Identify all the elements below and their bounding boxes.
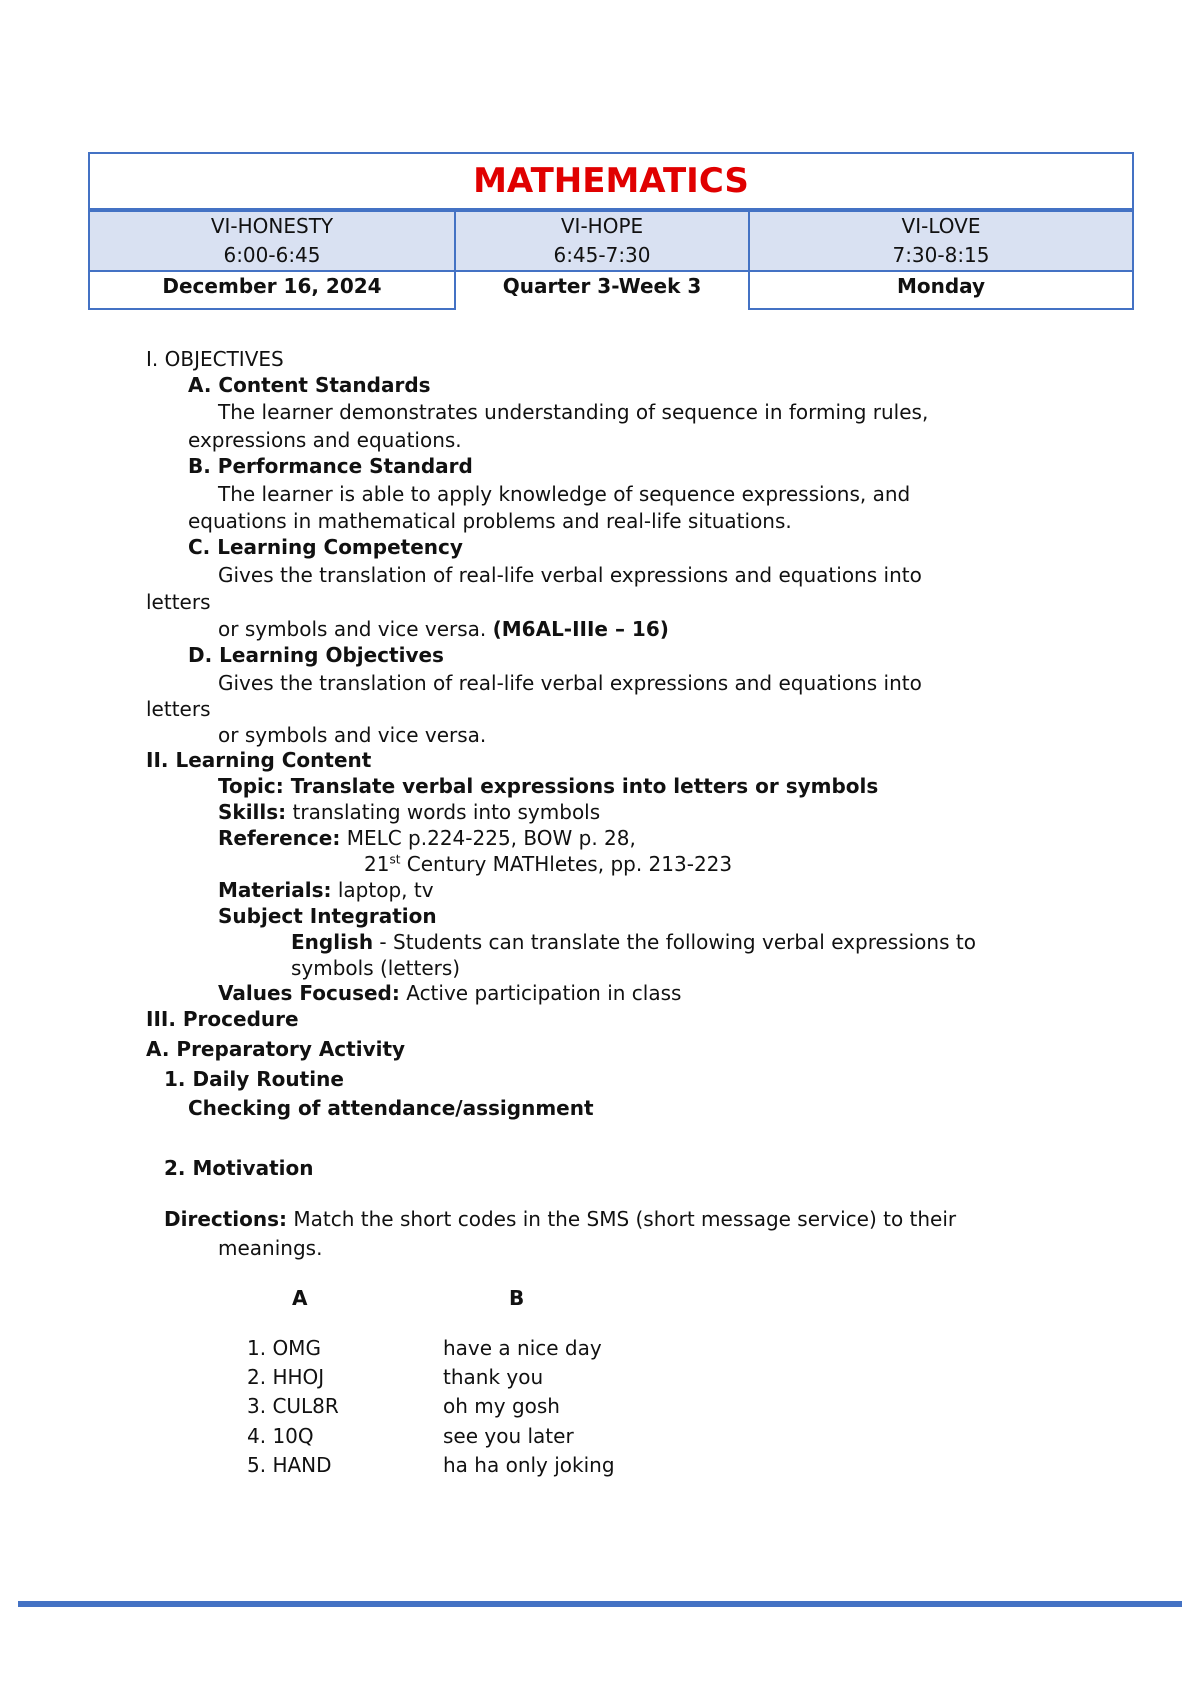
topic-text: Translate verbal expressions into letters or symbols [290, 774, 879, 798]
learning-objectives-title: D. Learning Objectives [188, 643, 444, 667]
list-item-a: 5. HAND [247, 1453, 332, 1477]
motivation: 2. Motivation [164, 1156, 314, 1180]
section-love [748, 210, 1134, 272]
section-name: VI-HONESTY [210, 214, 334, 238]
list-item-a: 3. CUL8R [247, 1394, 339, 1418]
reference-line [218, 826, 636, 850]
content-standards-title: A. Content Standards [188, 373, 431, 397]
learning-objectives-line1: Gives the translation of real-life verbal expressions and equations into [218, 671, 922, 695]
reference2-post: Century MATHletes, pp. 213-223 [400, 852, 733, 876]
skills-label: Skills: [218, 800, 287, 824]
english-line [291, 930, 976, 954]
subject-integration-title: Subject Integration [218, 904, 437, 928]
competency-title: C. Learning Competency [188, 535, 463, 559]
section-name: VI-HOPE [560, 214, 644, 238]
competency-line3 [218, 617, 669, 641]
date-cell: December 16, 2024 [88, 270, 456, 310]
directions-line2: meanings. [218, 1236, 323, 1260]
reference-label: Reference: [218, 826, 341, 850]
materials-label: Materials: [218, 878, 332, 902]
section-time: 7:30-8:15 [892, 243, 990, 267]
section-time: 6:00-6:45 [223, 243, 321, 267]
section-time: 6:45-7:30 [553, 243, 651, 267]
column-a-header: A [292, 1286, 308, 1310]
directions-line [164, 1207, 956, 1231]
header-table [88, 152, 1134, 312]
section-honesty [88, 210, 456, 272]
section-hope [454, 210, 750, 272]
section-name: VI-LOVE [901, 214, 981, 238]
subject-title: MATHEMATICS [88, 152, 1134, 210]
performance-standard-title: B. Performance Standard [188, 454, 473, 478]
column-b-header: B [509, 1286, 525, 1310]
list-item-b: have a nice day [443, 1336, 602, 1360]
english-label: English [291, 930, 374, 954]
directions-label: Directions: [164, 1207, 288, 1231]
competency-line2: letters [146, 590, 211, 614]
quarter-cell: Quarter 3-Week 3 [454, 270, 750, 310]
list-item-b: see you later [443, 1424, 574, 1448]
topic-label: Topic: [218, 774, 284, 798]
values-text: Active participation in class [406, 981, 682, 1005]
list-item-a: 1. OMG [247, 1336, 321, 1360]
directions-text: Match the short codes in the SMS (short message service) to their [287, 1207, 957, 1231]
content-standards-line1: The learner demonstrates understanding of sequence in forming rules, [218, 400, 929, 424]
skills-line [218, 800, 600, 824]
day-cell: Monday [748, 270, 1134, 310]
list-item-b: ha ha only joking [443, 1453, 615, 1477]
content-standards-line2: expressions and equations. [188, 428, 462, 452]
list-item-a: 4. 10Q [247, 1424, 314, 1448]
competency-text: or symbols and vice versa. [218, 617, 487, 641]
reference2-pre: 21 [364, 852, 390, 876]
values-label: Values Focused: [218, 981, 400, 1005]
list-item-a: 2. HHOJ [247, 1365, 325, 1389]
list-item-b: oh my gosh [443, 1394, 560, 1418]
list-item-b: thank you [443, 1365, 544, 1389]
daily-routine: 1. Daily Routine [164, 1067, 344, 1091]
learning-objectives-line2: letters [146, 697, 211, 721]
skills-text: translating words into symbols [292, 800, 601, 824]
reference-text: MELC p.224-225, BOW p. 28, [346, 826, 636, 850]
learning-content-heading: II. Learning Content [146, 748, 372, 772]
materials-line [218, 878, 434, 902]
reference2-sup: st [389, 852, 401, 867]
competency-line1: Gives the translation of real-life verbal expressions and equations into [218, 563, 922, 587]
values-line [218, 981, 681, 1005]
learning-objectives-line3: or symbols and vice versa. [218, 723, 487, 747]
objectives-heading: I. OBJECTIVES [146, 347, 284, 371]
performance-standard-line2: equations in mathematical problems and real-life situations. [188, 509, 792, 533]
preparatory-activity: A. Preparatory Activity [146, 1037, 406, 1061]
topic-line [218, 774, 878, 798]
english-line2: symbols (letters) [291, 956, 461, 980]
reference-line2 [364, 852, 732, 876]
footer-divider [18, 1601, 1182, 1607]
english-text: - Students can translate the following verbal expressions to [373, 930, 976, 954]
performance-standard-line1: The learner is able to apply knowledge of sequence expressions, and [218, 482, 911, 506]
attendance-check: Checking of attendance/assignment [188, 1096, 594, 1120]
materials-text: laptop, tv [337, 878, 434, 902]
competency-code: (M6AL-IIIe – 16) [492, 617, 669, 641]
procedure-heading: III. Procedure [146, 1007, 299, 1031]
